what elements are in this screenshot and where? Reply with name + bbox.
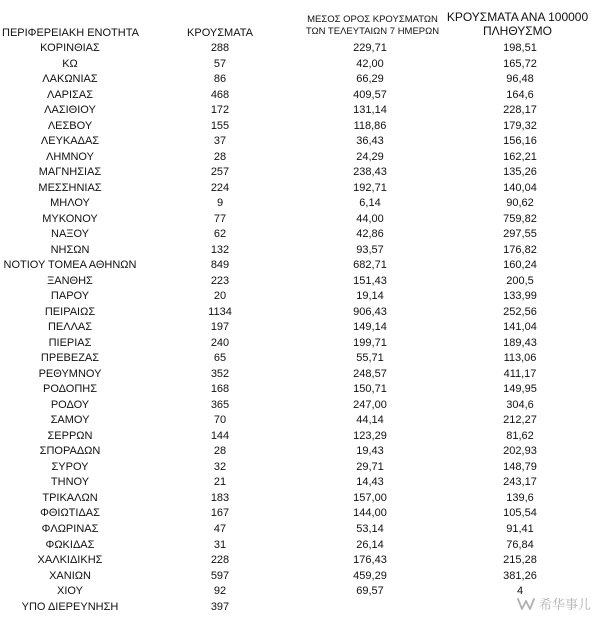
cell-avg: 151,43 bbox=[353, 274, 387, 287]
cell-per: 135,26 bbox=[503, 166, 537, 179]
cell-region: ΤΡΙΚΑΛΩΝ bbox=[42, 491, 98, 504]
cell-avg: 93,57 bbox=[356, 243, 384, 256]
cell-cases: 223 bbox=[210, 274, 230, 287]
cell-avg: 906,43 bbox=[353, 305, 387, 318]
cell-cases: 92 bbox=[213, 585, 227, 598]
table-row bbox=[0, 181, 599, 197]
cell-per: 162,21 bbox=[503, 150, 537, 163]
cell-cases: 57 bbox=[213, 57, 227, 70]
table-row bbox=[0, 429, 599, 445]
cell-region: ΛΕΣΒΟΥ bbox=[47, 119, 93, 132]
table-row bbox=[0, 258, 599, 274]
table-row bbox=[0, 367, 599, 383]
header-cases-per-100000 bbox=[440, 10, 595, 38]
cell-per: 304,6 bbox=[506, 398, 534, 411]
cell-cases: 144 bbox=[210, 429, 230, 442]
cell-per: 105,54 bbox=[503, 507, 537, 520]
cell-region: ΠΕΛΛΑΣ bbox=[47, 321, 93, 334]
cell-region: ΦΛΩΡΙΝΑΣ bbox=[41, 522, 99, 535]
cell-per: 179,32 bbox=[503, 119, 537, 132]
cell-per: 156,16 bbox=[503, 135, 537, 148]
cell-per: 139,6 bbox=[506, 491, 534, 504]
cell-avg: 19,14 bbox=[356, 290, 384, 303]
cell-avg: 248,57 bbox=[353, 367, 387, 380]
cell-cases: 28 bbox=[213, 445, 227, 458]
cell-avg: 36,43 bbox=[356, 135, 384, 148]
cell-cases: 597 bbox=[210, 569, 230, 582]
table-row bbox=[0, 475, 599, 491]
cell-cases: 183 bbox=[210, 491, 230, 504]
cell-per: 198,51 bbox=[503, 42, 537, 54]
table-row bbox=[0, 382, 599, 398]
cell-region: ΝΑΞΟΥ bbox=[51, 228, 89, 241]
cell-avg: 176,43 bbox=[353, 554, 387, 567]
cell-avg: 55,71 bbox=[356, 352, 384, 365]
cell-region: ΤΗΝΟΥ bbox=[50, 476, 90, 489]
cell-per: 759,82 bbox=[503, 212, 537, 225]
cell-cases: 31 bbox=[213, 538, 227, 551]
cell-avg: 238,43 bbox=[353, 166, 387, 179]
header-region: ΠΕΡΙΦΕΡΕΙΑΚΗ ΕΝΟΤΗΤΑ bbox=[2, 27, 139, 39]
table-row bbox=[0, 553, 599, 569]
cell-avg: 192,71 bbox=[353, 181, 387, 194]
cell-cases: 65 bbox=[213, 352, 227, 365]
table-row bbox=[0, 227, 599, 243]
cell-region: ΞΑΝΘΗΣ bbox=[47, 274, 93, 287]
cell-cases: 197 bbox=[210, 321, 230, 334]
cell-cases: 32 bbox=[213, 460, 227, 473]
cell-avg: 157,00 bbox=[353, 491, 387, 504]
table-row bbox=[0, 336, 599, 352]
cell-per: 96,48 bbox=[506, 73, 534, 86]
cell-cases: 288 bbox=[210, 42, 230, 54]
table-row bbox=[0, 165, 599, 181]
table-row bbox=[0, 305, 599, 321]
cell-cases: 257 bbox=[210, 166, 230, 179]
cell-avg: 42,86 bbox=[356, 228, 384, 241]
cell-avg: 409,57 bbox=[353, 88, 387, 101]
cell-cases: 9 bbox=[216, 197, 224, 210]
cell-cases: 77 bbox=[213, 212, 227, 225]
table-row bbox=[0, 538, 599, 554]
table-row bbox=[0, 522, 599, 538]
watermark bbox=[517, 594, 591, 613]
cell-per: 176,82 bbox=[503, 243, 537, 256]
table-row bbox=[0, 243, 599, 259]
cell-region: ΛΑΚΩΝΙΑΣ bbox=[42, 73, 98, 86]
cell-region: ΣΑΜΟΥ bbox=[50, 414, 90, 427]
cell-region: ΛΑΣΙΘΙΟΥ bbox=[44, 104, 96, 117]
table-row bbox=[0, 119, 599, 135]
table-row bbox=[0, 196, 599, 212]
cell-region: ΡΟΔΟΠΗΣ bbox=[42, 383, 98, 396]
cell-cases: 397 bbox=[210, 600, 230, 613]
table-row bbox=[0, 569, 599, 585]
cell-avg: 19,43 bbox=[356, 445, 384, 458]
header-per-line-2: ΠΛΗΘΥΣΜΟ bbox=[482, 24, 553, 38]
header-cases: ΚΡΟΥΣΜΑΤΑ bbox=[187, 27, 253, 39]
table-row bbox=[0, 398, 599, 414]
cell-region: ΛΕΥΚΑΔΑΣ bbox=[40, 135, 100, 148]
cell-region: ΦΩΚΙΔΑΣ bbox=[45, 538, 95, 551]
cell-cases: 28 bbox=[213, 150, 227, 163]
cell-region: ΠΙΕΡΙΑΣ bbox=[48, 336, 92, 349]
cell-cases: 62 bbox=[213, 228, 227, 241]
wechat-channel-icon bbox=[517, 597, 535, 611]
cell-per: 76,84 bbox=[506, 538, 534, 551]
cell-region: ΡΟΔΟΥ bbox=[50, 398, 90, 411]
cell-per: 411,17 bbox=[503, 367, 537, 380]
cell-avg: 459,29 bbox=[353, 569, 387, 582]
table-row bbox=[0, 212, 599, 228]
table-row bbox=[0, 150, 599, 166]
cell-per: 113,06 bbox=[503, 352, 537, 365]
table-row bbox=[0, 584, 599, 600]
cell-cases: 1134 bbox=[208, 305, 232, 318]
cell-cases: 70 bbox=[213, 414, 227, 427]
cell-region: ΝΗΣΩΝ bbox=[50, 243, 90, 256]
cell-cases: 352 bbox=[210, 367, 230, 380]
cell-avg: 14,43 bbox=[356, 476, 384, 489]
cell-region: ΠΡΕΒΕΖΑΣ bbox=[40, 352, 100, 365]
cell-cases: 155 bbox=[210, 119, 230, 132]
cell-cases: 86 bbox=[213, 73, 227, 86]
cell-per: 90,62 bbox=[506, 197, 534, 210]
cell-avg: 6,14 bbox=[359, 197, 381, 210]
cell-avg: 118,86 bbox=[353, 119, 387, 132]
cell-cases: 47 bbox=[213, 522, 227, 535]
cell-region: ΚΟΡΙΝΘΙΑΣ bbox=[40, 42, 100, 54]
table-row bbox=[0, 289, 599, 305]
cell-per: 148,79 bbox=[503, 460, 537, 473]
table-row bbox=[0, 320, 599, 336]
table-row bbox=[0, 506, 599, 522]
table-row bbox=[0, 274, 599, 290]
table-body bbox=[0, 41, 599, 615]
cell-per: 202,93 bbox=[503, 445, 537, 458]
cell-cases: 240 bbox=[210, 336, 230, 349]
cell-avg: 131,14 bbox=[353, 104, 387, 117]
cell-region: ΧΑΛΚΙΔΙΚΗΣ bbox=[37, 554, 103, 567]
cell-cases: 132 bbox=[210, 243, 230, 256]
cell-avg: 44,14 bbox=[356, 414, 384, 427]
table-row bbox=[0, 351, 599, 367]
table-row bbox=[0, 57, 599, 73]
cell-cases: 224 bbox=[210, 181, 230, 194]
header-per-line-1: ΚΡΟΥΣΜΑΤΑ ΑΝΑ 100000 bbox=[446, 10, 589, 24]
cell-per: 133,99 bbox=[503, 290, 537, 303]
cell-cases: 21 bbox=[213, 476, 227, 489]
cell-avg: 150,71 bbox=[353, 383, 387, 396]
cell-per: 215,28 bbox=[503, 554, 537, 567]
cell-per: 164,6 bbox=[506, 88, 534, 101]
cell-avg: 144,00 bbox=[353, 507, 387, 520]
cell-per: 189,43 bbox=[503, 336, 537, 349]
cell-region: ΧΑΝΙΩΝ bbox=[49, 569, 91, 582]
table-row bbox=[0, 460, 599, 476]
cell-cases: 37 bbox=[213, 135, 227, 148]
cell-region: ΝΟΤΙΟΥ ΤΟΜΕΑ ΑΘΗΝΩΝ bbox=[3, 259, 137, 272]
cell-avg: 42,00 bbox=[356, 57, 384, 70]
cell-avg: 24,29 bbox=[356, 150, 384, 163]
cell-region: ΠΑΡΟΥ bbox=[50, 290, 90, 303]
cell-cases: 365 bbox=[210, 398, 230, 411]
cell-region: ΜΥΚΟΝΟΥ bbox=[42, 212, 98, 225]
cell-per: 212,27 bbox=[503, 414, 537, 427]
cell-per: 243,17 bbox=[503, 476, 537, 489]
cell-avg: 44,00 bbox=[356, 212, 384, 225]
cell-region: ΛΑΡΙΣΑΣ bbox=[46, 88, 93, 101]
cell-region: ΠΕΙΡΑΙΩΣ bbox=[44, 305, 96, 318]
header-avg-line-1: ΜΕΣΟΣ ΟΡΟΣ ΚΡΟΥΣΜΑΤΩΝ bbox=[307, 14, 438, 25]
cell-avg: 199,71 bbox=[353, 336, 387, 349]
cell-region: ΜΗΛΟΥ bbox=[50, 197, 90, 210]
cell-avg: 149,14 bbox=[353, 321, 387, 334]
cell-region: ΡΕΘΥΜΝΟΥ bbox=[38, 367, 102, 380]
header-seven-day-average bbox=[300, 14, 445, 38]
cell-cases: 228 bbox=[210, 554, 230, 567]
cell-avg: 29,71 bbox=[356, 460, 384, 473]
table-row bbox=[0, 103, 599, 119]
cell-avg: 26,14 bbox=[356, 538, 384, 551]
cell-per: 141,04 bbox=[503, 321, 537, 334]
table-row bbox=[0, 41, 599, 57]
table-row bbox=[0, 600, 599, 616]
cell-avg: 247,00 bbox=[353, 398, 387, 411]
cell-region: ΦΘΙΩΤΙΔΑΣ bbox=[40, 507, 100, 520]
cell-region: ΜΑΓΝΗΣΙΑΣ bbox=[38, 166, 102, 179]
cell-cases: 167 bbox=[210, 507, 230, 520]
cell-per: 381,26 bbox=[503, 569, 537, 582]
cell-per: 4 bbox=[516, 585, 524, 598]
header-avg-line-2: ΤΩΝ ΤΕΛΕΥΤΑΙΩΝ 7 ΗΜΕΡΩΝ bbox=[305, 26, 440, 37]
cell-region: ΜΕΣΣΗΝΙΑΣ bbox=[38, 181, 102, 194]
cell-cases: 849 bbox=[210, 259, 230, 272]
cell-per: 149,95 bbox=[503, 383, 537, 396]
watermark-text: 希华事儿 bbox=[538, 597, 591, 612]
cell-avg: 66,29 bbox=[356, 73, 384, 86]
table-row bbox=[0, 413, 599, 429]
cell-avg: 69,57 bbox=[356, 585, 384, 598]
table-row bbox=[0, 134, 599, 150]
table-header bbox=[0, 0, 599, 40]
cell-cases: 172 bbox=[210, 104, 230, 117]
cell-cases: 168 bbox=[210, 383, 230, 396]
table-row bbox=[0, 88, 599, 104]
table-row bbox=[0, 491, 599, 507]
cell-per: 228,17 bbox=[503, 104, 537, 117]
cell-region: ΣΠΟΡΑΔΩΝ bbox=[39, 445, 101, 458]
cell-region: ΣΥΡΟΥ bbox=[51, 460, 89, 473]
cell-per: 200,5 bbox=[506, 274, 534, 287]
cell-region: ΛΗΜΝΟΥ bbox=[46, 150, 94, 163]
cell-per: 252,56 bbox=[503, 305, 537, 318]
cell-per: 165,72 bbox=[503, 57, 537, 70]
cell-region: ΣΕΡΡΩΝ bbox=[47, 429, 93, 442]
cell-avg: 229,71 bbox=[353, 42, 387, 54]
cell-per: 297,55 bbox=[503, 228, 537, 241]
cell-per: 81,62 bbox=[506, 429, 534, 442]
table-row bbox=[0, 72, 599, 88]
cell-per: 160,24 bbox=[503, 259, 537, 272]
cell-avg: 123,29 bbox=[353, 429, 387, 442]
cell-per: 140,04 bbox=[503, 181, 537, 194]
table-row bbox=[0, 444, 599, 460]
cell-avg: 682,71 bbox=[353, 259, 387, 272]
cell-region: ΧΙΟΥ bbox=[57, 585, 83, 598]
cell-cases: 468 bbox=[210, 88, 230, 101]
cell-region: ΥΠΟ ΔΙΕΡΕΥΝΗΣΗ bbox=[21, 600, 119, 613]
cell-avg: 53,14 bbox=[356, 522, 384, 535]
cell-region: ΚΩ bbox=[62, 57, 78, 70]
cell-cases: 20 bbox=[213, 290, 227, 303]
cell-per: 91,41 bbox=[506, 522, 534, 535]
